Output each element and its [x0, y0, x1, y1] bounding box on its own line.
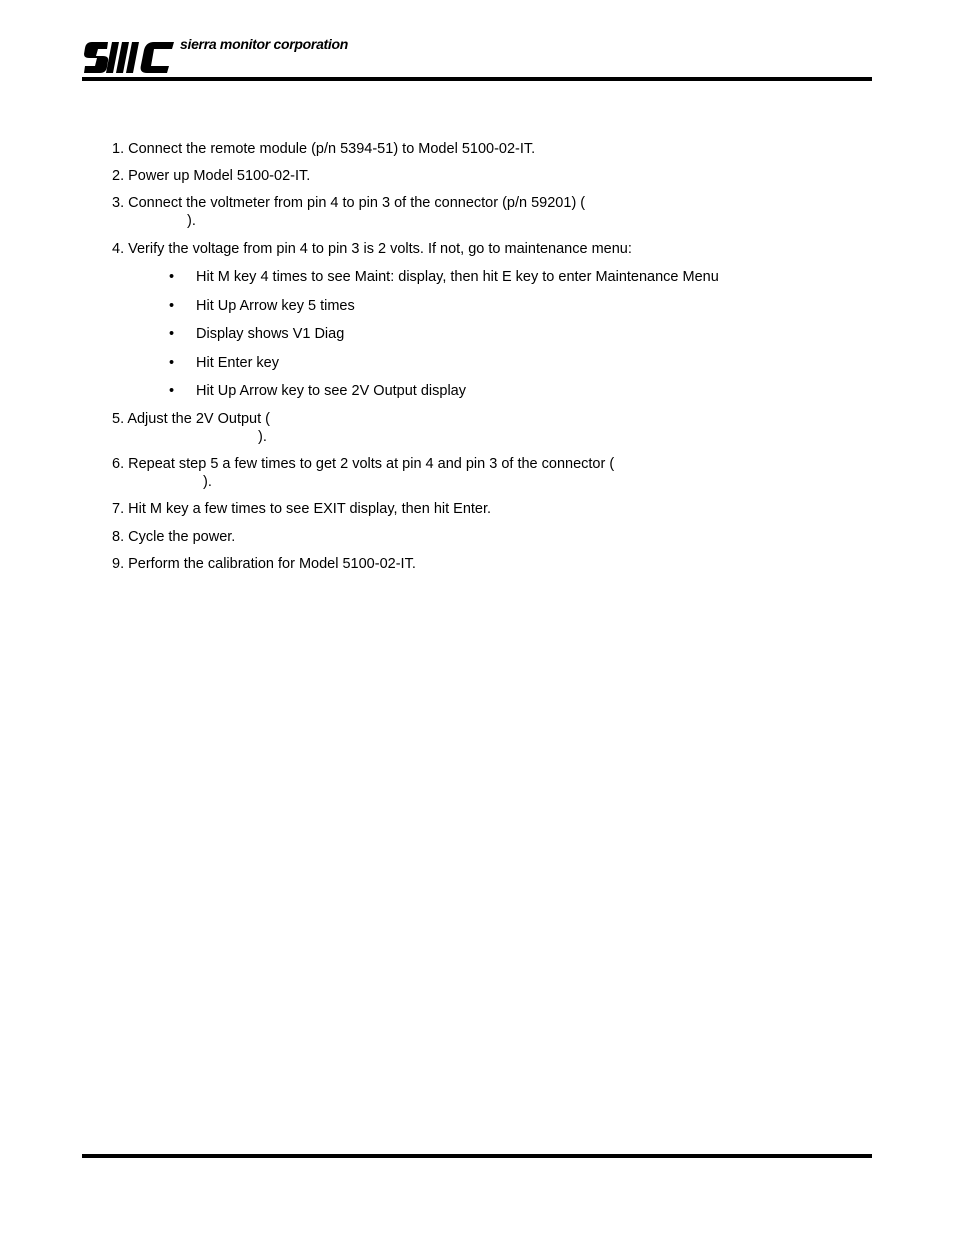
bullet-icon: • — [169, 269, 175, 285]
step-continuation: ). — [258, 429, 267, 445]
step-text: 2. Power up Model 5100-02-IT. — [112, 168, 311, 184]
step-6 — [112, 455, 614, 491]
step-9 — [112, 555, 416, 573]
step-8 — [112, 528, 235, 546]
step-text: 7. Hit M key a few times to see EXIT display, then hit Enter. — [112, 501, 492, 517]
bullet-item — [169, 297, 355, 315]
step-2 — [112, 167, 310, 185]
bullet-item — [169, 354, 279, 372]
footer-rule — [82, 1154, 872, 1158]
bullet-text: Hit Enter key — [196, 355, 279, 371]
bullet-text: Hit Up Arrow key 5 times — [196, 298, 355, 314]
bullet-item — [169, 382, 466, 400]
header-rule — [82, 77, 872, 81]
step-text: 4. Verify the voltage from pin 4 to pin 3 is 2 volts. If not, go to maintenance menu: — [112, 241, 632, 257]
step-7 — [112, 500, 491, 518]
bullet-icon: • — [169, 298, 175, 314]
bullet-icon: • — [169, 326, 175, 342]
step-text: 5. Adjust the 2V Output ( — [112, 411, 270, 427]
step-continuation: ). — [203, 474, 212, 490]
bullet-item — [169, 268, 719, 286]
step-4 — [112, 240, 632, 258]
step-text: 8. Cycle the power. — [112, 529, 236, 545]
step-1 — [112, 140, 535, 158]
step-text: 6. Repeat step 5 a few times to get 2 volts at pin 4 and pin 3 of the connector ( — [112, 456, 615, 472]
bullet-icon: • — [169, 355, 175, 371]
bullet-text: Display shows V1 Diag — [196, 326, 345, 342]
company-name: sierra monitor corporation — [180, 36, 349, 52]
step-5 — [112, 410, 270, 446]
bullet-text: Hit Up Arrow key to see 2V Output display — [196, 383, 466, 399]
smc-logo — [84, 40, 176, 76]
step-3 — [112, 194, 585, 230]
step-text: 1. Connect the remote module (p/n 5394-51) to Model 5100-02-IT. — [112, 141, 536, 157]
bullet-item — [169, 325, 345, 343]
step-continuation: ). — [187, 213, 196, 229]
bullet-icon: • — [169, 383, 175, 399]
step-text: 9. Perform the calibration for Model 5100-02-IT. — [112, 556, 416, 572]
bullet-text: Hit M key 4 times to see Maint: display, then hit E key to enter Maintenance Menu — [196, 269, 719, 285]
step-text: 3. Connect the voltmeter from pin 4 to pin 3 of the connector (p/n 59201) ( — [112, 195, 586, 211]
